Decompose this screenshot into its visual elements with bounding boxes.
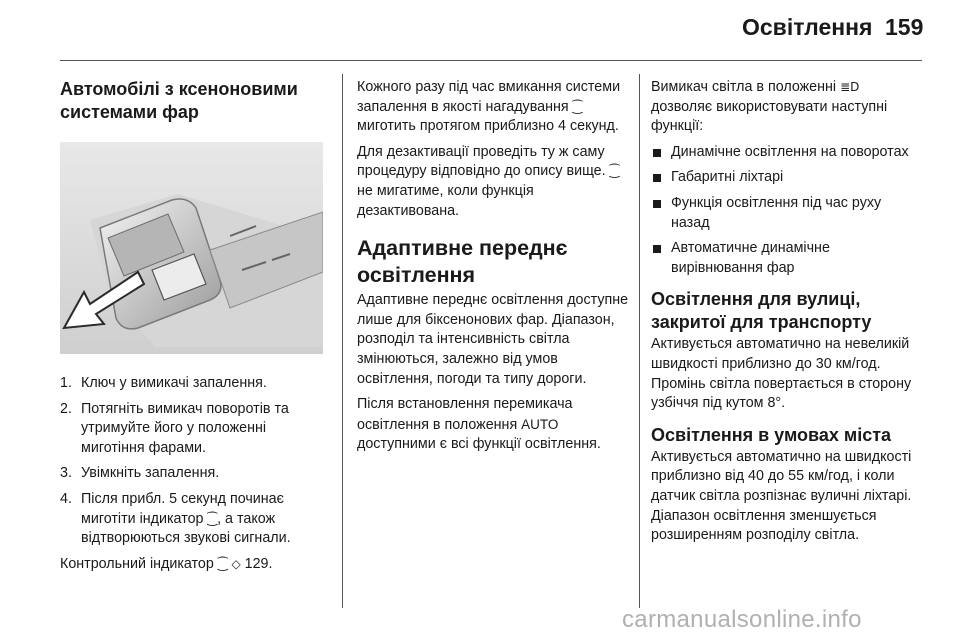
step-text: Ключ у вимикачі запалення. bbox=[81, 375, 267, 391]
list-item: Функція освітлення під час руху назад bbox=[651, 194, 923, 233]
step-number: 3. bbox=[60, 465, 72, 482]
section-heading-city: Освітлення в умовах міста bbox=[651, 424, 892, 445]
adaptive-light-indicator-icon: ⁐ bbox=[207, 511, 218, 526]
paragraph-text: Вимикач світла в положенні bbox=[651, 79, 841, 95]
paragraph-text: доступними є всі функції освітлення. bbox=[357, 436, 601, 453]
adaptive-light-indicator-icon: ⁐ bbox=[572, 99, 583, 114]
adaptive-light-indicator-icon: ⁐ bbox=[609, 164, 620, 179]
paragraph bbox=[651, 78, 923, 137]
adaptive-light-indicator-icon: ⁐ bbox=[217, 556, 228, 571]
note-text: Контрольний індикатор bbox=[60, 555, 218, 572]
list-item: Автоматичне динамічне вирівнювання фар bbox=[651, 239, 923, 278]
paragraph-text: Кожного разу під час вмикання системи запалення в якості нагадування bbox=[357, 79, 621, 115]
list-item: Габаритні ліхтарі bbox=[651, 168, 923, 188]
auto-position-label: AUTO bbox=[521, 416, 559, 432]
paragraph-text: не мигатиме, коли функція дезактивована. bbox=[357, 182, 534, 219]
low-beam-headlight-icon: ≣D bbox=[840, 80, 860, 94]
page-reference-arrow-icon: ◇ bbox=[231, 556, 241, 571]
watermark: carmanualsonline.info bbox=[622, 606, 862, 633]
section-heading-xenon bbox=[60, 78, 330, 124]
paragraph: Активується автоматично на швидкості приблизно від 40 до 55 км/год, і коли датчик світла розпізнає вуличні ліхтарі. Діапазон освітлення зменшується розширенням розподілу світла. bbox=[651, 448, 912, 544]
paragraph bbox=[357, 395, 631, 455]
header-rule bbox=[60, 60, 922, 61]
paragraph bbox=[357, 78, 631, 137]
features-list bbox=[651, 143, 923, 279]
paragraph-text: Після встановлення перемикача освітлення в положення bbox=[357, 396, 573, 433]
heading-line: Освітлення для вулиці, bbox=[651, 289, 861, 310]
paragraph-text: Для дезактивації проведіть ту ж саму процедуру відповідно до опису вище. bbox=[357, 143, 610, 180]
paragraph-text: миготить протягом приблизно 4 секунд. bbox=[357, 118, 619, 135]
heading-line: системами фар bbox=[60, 102, 199, 122]
page-header-title: Освітлення bbox=[742, 14, 873, 40]
list-item: Динамічне освітлення на поворотах bbox=[651, 143, 923, 163]
step-item bbox=[60, 490, 330, 549]
page-reference-link[interactable]: 129. bbox=[240, 555, 273, 572]
step-text: Увімкніть запалення. bbox=[81, 465, 220, 482]
headlight-switch-illustration bbox=[60, 142, 323, 354]
column-3 bbox=[651, 78, 923, 552]
heading-line: закритої для транспорту bbox=[651, 312, 872, 333]
page-number: 159 bbox=[885, 14, 924, 40]
step-text: Потягніть вимикач поворотів та утримуйте його у положенні миготіння фарами. bbox=[81, 400, 289, 456]
paragraph-text: дозволяє використовувати наступні функції: bbox=[651, 98, 888, 135]
heading-line: Адаптивне переднє bbox=[357, 236, 568, 261]
paragraph: Активується автоматично на невеликій швидкості приблизно до 30 км/год. Промінь світла повертається в сторону узбіччя під кутом 8°. bbox=[651, 336, 912, 412]
steps-list bbox=[60, 374, 330, 549]
control-indicator-note bbox=[60, 555, 330, 575]
step-number: 2. bbox=[60, 400, 72, 417]
step-item bbox=[60, 400, 330, 459]
step-item bbox=[60, 374, 330, 394]
step-text: , а також відтворюються звукові сигнали. bbox=[81, 510, 291, 547]
paragraph: Адаптивне переднє освітлення доступне лише для біксенонових фар. Діапазон, розподіл та інтенсивність світла змінюються, залежно від умов освітлення, погоди та типу дороги. bbox=[357, 292, 629, 387]
column-divider-1 bbox=[342, 74, 343, 608]
column-divider-2 bbox=[639, 74, 640, 608]
column-2 bbox=[357, 78, 631, 461]
step-item bbox=[60, 464, 330, 484]
section-heading-adaptive-lighting bbox=[357, 235, 631, 289]
heading-line: освітлення bbox=[357, 263, 476, 288]
column-1 bbox=[60, 78, 330, 580]
heading-line: Автомобілі з ксеноновими bbox=[60, 79, 298, 99]
step-number: 1. bbox=[60, 375, 72, 391]
step-number: 4. bbox=[60, 490, 72, 507]
step-text: Після прибл. 5 секунд починає миготіти індикатор bbox=[81, 490, 284, 527]
section-heading-pedestrian-street bbox=[651, 288, 923, 334]
paragraph bbox=[357, 143, 631, 221]
